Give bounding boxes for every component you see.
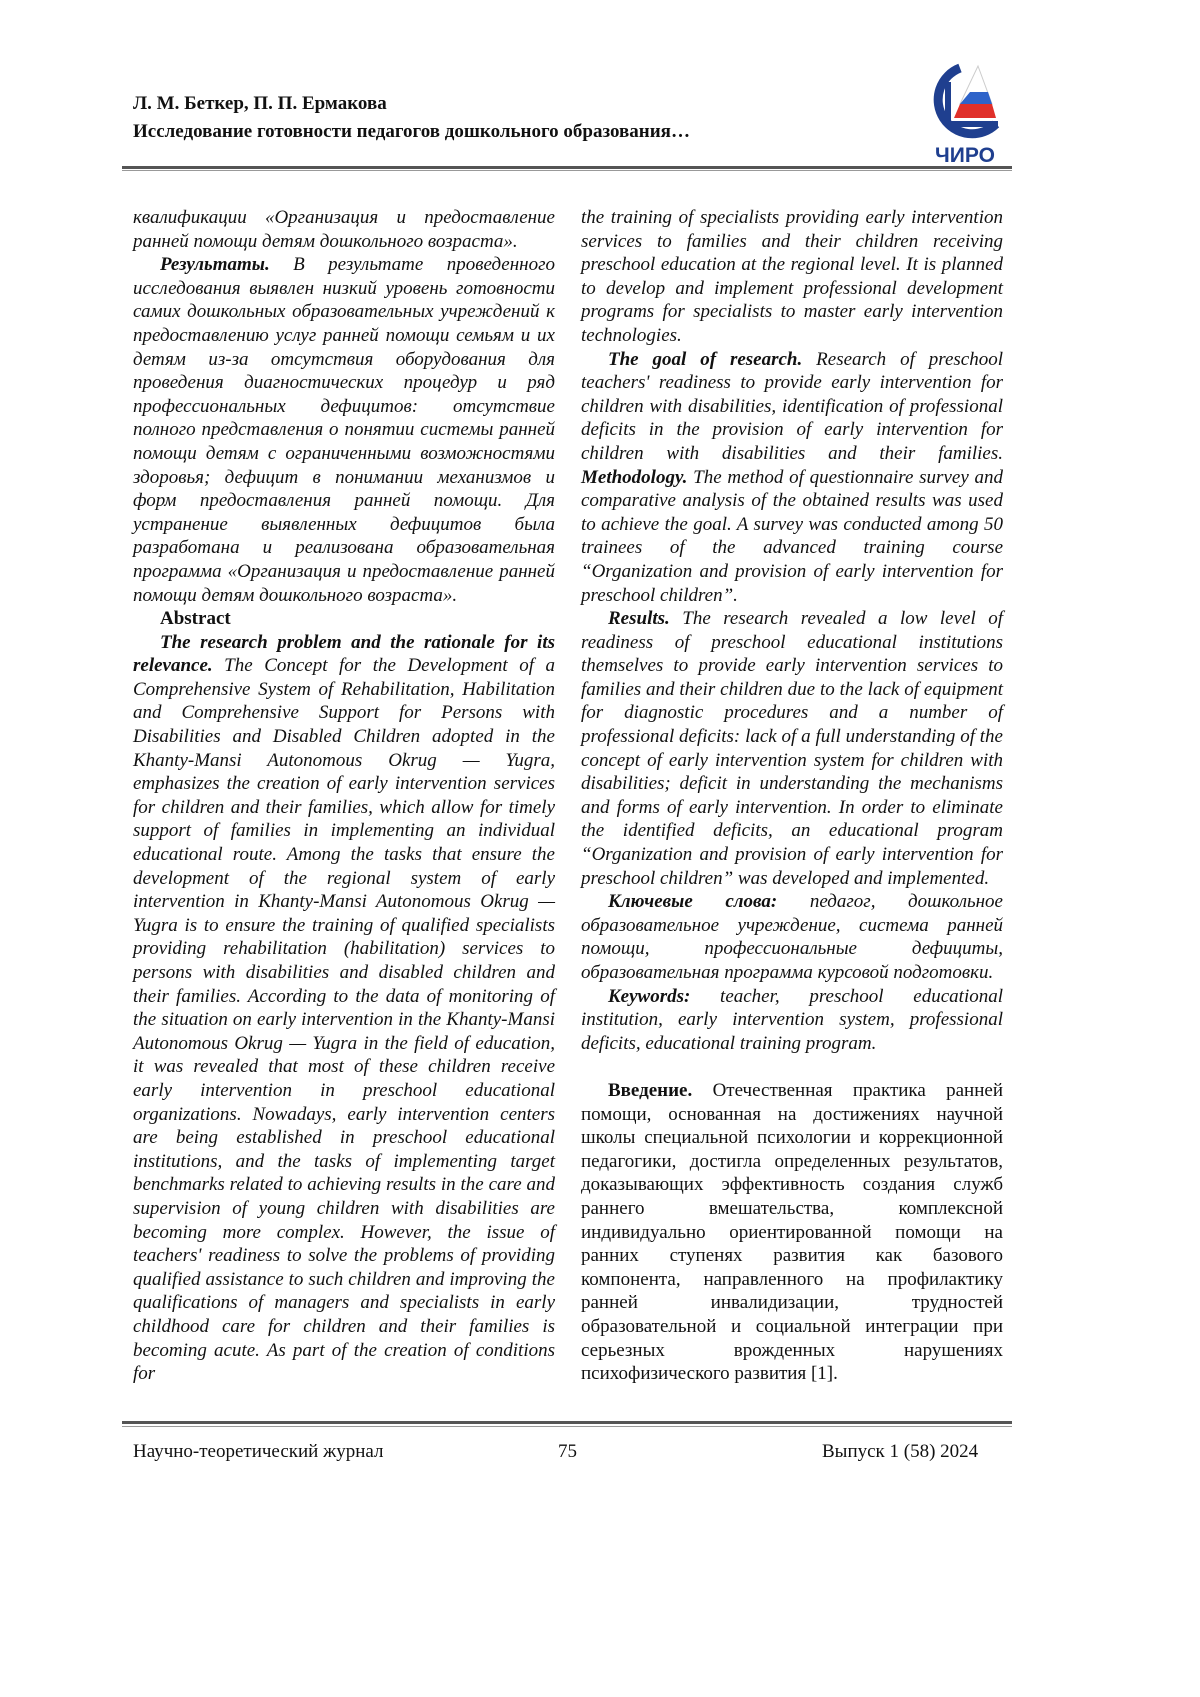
paragraph-text: Отечественная практика ранней помощи, основанная на достижениях научной школы специальной психологии и коррекционной педагогики, достигла определенных результатов, доказывающих эффективность создания служб раннего вмешательства, комплексной индивидуально ориентированной помощи на ранних ступенях развития как базового компонента, направленного на профилактику ранней инвалидизации, трудностей образовательной и социальной интеграции при серьезных врожденных нарушениях психофизического развития [1].: [581, 1080, 1003, 1384]
paragraph-text: teacher, preschool educational institution, early intervention system, professional deficits, educational training program.: [581, 986, 1003, 1054]
heading-inline: Введение.: [608, 1080, 692, 1101]
heading-inline: Results.: [608, 608, 670, 629]
heading-inline: Methodology.: [581, 467, 687, 488]
paragraph: the training of specialists providing early intervention services to families and their children receiving preschool education at the regional level. It is planned to develop and implement professional development programs for specialists to master early intervention technologies.: [581, 206, 1003, 348]
chiro-logo: [920, 62, 1010, 162]
paragraph-goal: [581, 348, 1003, 608]
page-number: 75: [558, 1441, 577, 1463]
paragraph-results-ru: [133, 253, 555, 607]
running-header-authors: Л. М. Беткер, П. П. Ермакова: [133, 93, 387, 115]
running-header-title: Исследование готовности педагогов дошкольного образования…: [133, 121, 690, 143]
paragraph-text: The method of questionnaire survey and comparative analysis of the obtained results was used to achieve the goal. A survey was conducted among 50 trainees of the advanced training course “Organization and provision of early intervention for preschool children”.: [581, 467, 1003, 606]
paragraph-text: Research of preschool teachers' readiness to provide early intervention for children with disabilities, identification of professional deficits in the provision of early intervention for children with disabilities and their families.: [581, 349, 1003, 464]
abstract-heading-text: Abstract: [160, 608, 231, 629]
header-divider: [122, 166, 1012, 169]
paragraph: квалификации «Организация и предоставление ранней помощи детям дошкольного возраста».: [133, 206, 555, 253]
heading-inline: The research problem and the rationale for its relevance.: [133, 632, 555, 677]
right-column: [581, 206, 1003, 1386]
paragraph-text: педагог, дошкольное образовательное учреждение, система ранней помощи, профессиональные дефициты, образовательная программа курсовой подготовки.: [581, 891, 1003, 983]
footer-journal: Научно-теоретический журнал: [133, 1441, 383, 1463]
abstract-heading: [133, 607, 555, 631]
paragraph-text: В результате проведенного исследования выявлен низкий уровень готовности самих дошкольных образовательных учреждений к предоставлению услуг ранней помощи семьям и их детям из-за отсутствия оборудования для проведения диагностических процедур и ряд профессиональных дефицитов: отсутствие полного представления о понятии системы ранней помощи детям с ограниченными возможностями здоровья; дефицит в понимании механизмов и форм предоставления ранней помощи. Для устранение выявленных дефицитов была разработана и реализована образовательная программа «Организация и предоставление ранней помощи детям дошкольного возраста».: [133, 254, 555, 605]
paragraph-problem: [133, 631, 555, 1386]
paragraph-intro: [581, 1079, 1003, 1386]
logo-text: ЧИРО: [920, 144, 1010, 168]
paragraph-text: The Concept for the Development of a Comprehensive System of Rehabilitation, Habilitation and Comprehensive Support for Persons with Disabilities and Disabled Children adopted in the Khanty-Mansi Autonomous Okrug — Yugra, emphasizes the creation of early intervention services for children and their families, which allow for timely support of families in implementing an individual educational route. Among the tasks that ensure the development of the regional system of early intervention in Khanty-Mansi Autonomous Okrug — Yugra is to ensure the training of qualified specialists providing rehabilitation (habilitation) services to persons with disabilities and disabled children and their families. According to the data of monitoring of the situation on early intervention in the Khanty-Mansi Autonomous Okrug — Yugra in the field of education, it was revealed that most of these children receive early intervention in preschool educational organizations. Nowadays, early intervention centers are being established in preschool educational institutions, and the tasks of implementing target benchmarks related to achieving results in the care and supervision of young children with disabilities are becoming more complex. However, the issue of teachers' readiness to solve the problems of providing qualified assistance to such children and improving the qualifications of managers and specialists in early childhood care for children and their families is becoming acute. As part of the creation of conditions for: [133, 655, 555, 1384]
heading-inline: Ключевые слова:: [608, 891, 777, 912]
paragraph-text: The research revealed a low level of readiness of preschool educational institutions themselves to provide early intervention services to families and their children due to the lack of equipment for diagnostic procedures and a number of professional deficits: lack of a full understanding of the concept of early intervention system for children with disabilities; deficit in understanding the mechanisms and forms of early intervention. In order to eliminate the identified deficits, an educational program “Organization and provision of early intervention for preschool children” was developed and implemented.: [581, 608, 1003, 889]
footer-issue: Выпуск 1 (58) 2024: [822, 1441, 978, 1463]
heading-inline: Keywords:: [608, 986, 690, 1007]
footer-divider: [122, 1421, 1012, 1424]
left-column: [133, 206, 555, 1386]
header-divider-thin: [122, 170, 1012, 171]
heading-inline: Результаты.: [160, 254, 270, 275]
keywords-en: [581, 985, 1003, 1056]
spacer: [581, 1055, 1003, 1079]
logo-mark-icon: [920, 62, 1010, 144]
keywords-ru: [581, 890, 1003, 984]
footer-divider-thin: [122, 1426, 1012, 1427]
heading-inline: The goal of research.: [608, 349, 802, 370]
paragraph-results-en: [581, 607, 1003, 890]
